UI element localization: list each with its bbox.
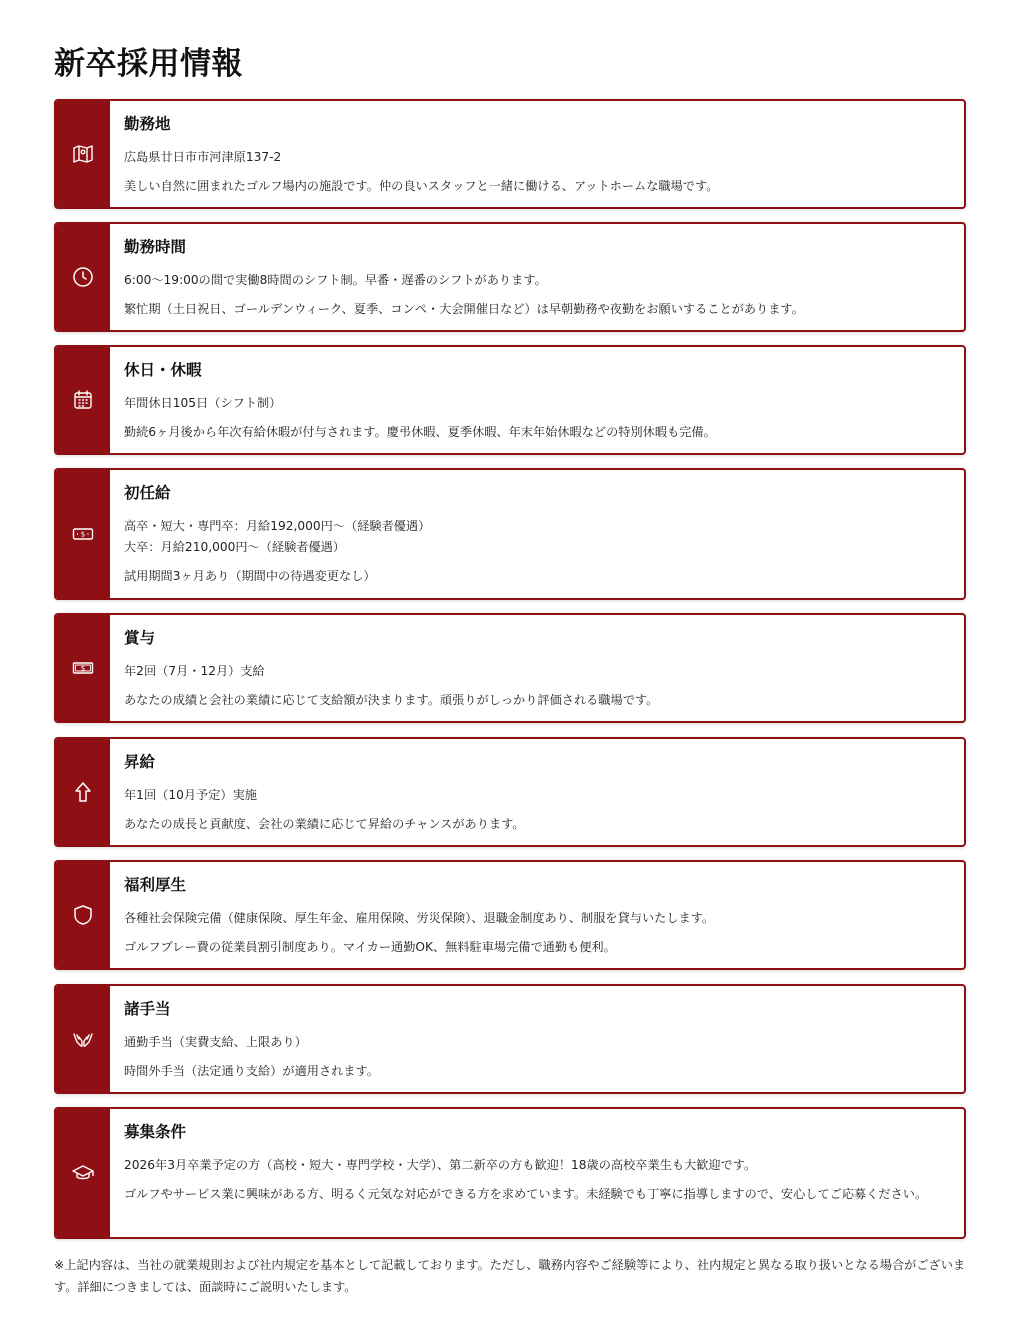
graduation-cap-icon <box>71 1161 95 1185</box>
section-text: 大卒：月給210,000円〜（経験者優遇） <box>124 540 346 554</box>
money-bill-icon <box>71 522 95 546</box>
section-card-holidays <box>54 345 966 455</box>
page-title: 新卒採用情報 <box>54 46 243 82</box>
card-icon-column <box>56 224 110 330</box>
arrow-up-icon <box>71 780 95 804</box>
section-card-work-location <box>54 99 966 209</box>
svg-text:$: $ <box>80 664 86 673</box>
banknote-icon <box>71 656 95 680</box>
section-heading: 賞与 <box>124 629 156 647</box>
card-icon-column <box>56 470 110 598</box>
card-icon-column <box>56 615 110 721</box>
svg-text:$: $ <box>80 530 86 539</box>
section-card-allowances <box>54 984 966 1094</box>
shield-icon <box>71 903 95 927</box>
section-heading: 休日・休暇 <box>124 361 202 379</box>
calendar-icon <box>71 388 95 412</box>
section-text: あなたの成長と貢献度、会社の業績に応じて昇給のチャンスがあります。 <box>124 817 525 831</box>
section-heading: 初任給 <box>124 484 171 502</box>
section-text: ゴルフプレー費の従業員割引制度あり。マイカー通勤OK、無料駐車場完備で通勤も便利。 <box>124 940 616 954</box>
section-text: あなたの成績と会社の業績に応じて支給額が決まります。頑張りがしっかり評価される職場です。 <box>124 693 659 707</box>
section-card-requirements <box>54 1107 966 1239</box>
card-icon-column <box>56 862 110 968</box>
card-icon-column <box>56 739 110 845</box>
section-card-starting-salary <box>54 468 966 600</box>
section-card-work-hours <box>54 222 966 332</box>
section-text: 時間外手当（法定通り支給）が適用されます。 <box>124 1064 379 1078</box>
map-icon <box>71 142 95 166</box>
footnote: ※上記内容は、当社の就業規則および社内規定を基本として記載しております。ただし、職務内容やご経験等により、社内規定と異なる取り扱いとなる場合がございます。詳細につきましては、面談時にご説明いたします。 <box>54 1258 966 1294</box>
section-text: 各種社会保険完備（健康保険、厚生年金、雇用保険、労災保険）、退職金制度あり、制服を貸与いたします。 <box>124 911 715 925</box>
section-text: 年1回（10月予定）実施 <box>124 788 257 802</box>
card-icon-column <box>56 347 110 453</box>
card-icon-column <box>56 986 110 1092</box>
section-text: 年2回（7月・12月）支給 <box>124 664 265 678</box>
section-heading: 諸手当 <box>124 1000 171 1018</box>
clock-icon <box>71 265 95 289</box>
section-heading: 勤務地 <box>124 115 171 133</box>
section-text: 高卒・短大・専門卒：月給192,000円〜（経験者優遇） <box>124 519 431 533</box>
section-text: ゴルフやサービス業に興味がある方、明るく元気な対応ができる方を求めています。未経験でも丁寧に指導しますので、安心してご応募ください。 <box>124 1187 928 1201</box>
section-text: 2026年3月卒業予定の方（高校・短大・専門学校・大学）、第二新卒の方も歓迎！18歳の高校卒業生も大歓迎です。 <box>124 1158 757 1172</box>
section-heading: 勤務時間 <box>124 238 187 256</box>
section-text: 6:00〜19:00の間で実働8時間のシフト制。早番・遅番のシフトがあります。 <box>124 273 547 287</box>
section-text: 年間休日105日（シフト制） <box>124 396 282 410</box>
card-icon-column <box>56 1109 110 1237</box>
section-text: 繁忙期（土日祝日、ゴールデンウィーク、夏季、コンペ・大会開催日など）は早朝勤務や夜勤をお願いすることがあります。 <box>124 302 804 316</box>
section-card-raise <box>54 737 966 847</box>
section-text: 広島県廿日市市河津原137-2 <box>124 150 282 164</box>
section-card-benefits <box>54 860 966 970</box>
card-icon-column <box>56 101 110 207</box>
hands-icon <box>71 1027 95 1051</box>
section-text: 試用期間3ヶ月あり（期間中の待遇変更なし） <box>124 569 376 583</box>
section-card-bonus <box>54 613 966 723</box>
section-heading: 募集条件 <box>124 1123 187 1141</box>
section-heading: 福利厚生 <box>124 876 187 894</box>
section-text: 勤続6ヶ月後から年次有給休暇が付与されます。慶弔休暇、夏季休暇、年末年始休暇などの特別休暇も完備。 <box>124 425 716 439</box>
section-text: 美しい自然に囲まれたゴルフ場内の施設です。仲の良いスタッフと一緒に働ける、アットホームな職場です。 <box>124 179 719 193</box>
section-text: 通勤手当（実費支給、上限あり） <box>124 1035 307 1049</box>
section-heading: 昇給 <box>124 753 156 771</box>
